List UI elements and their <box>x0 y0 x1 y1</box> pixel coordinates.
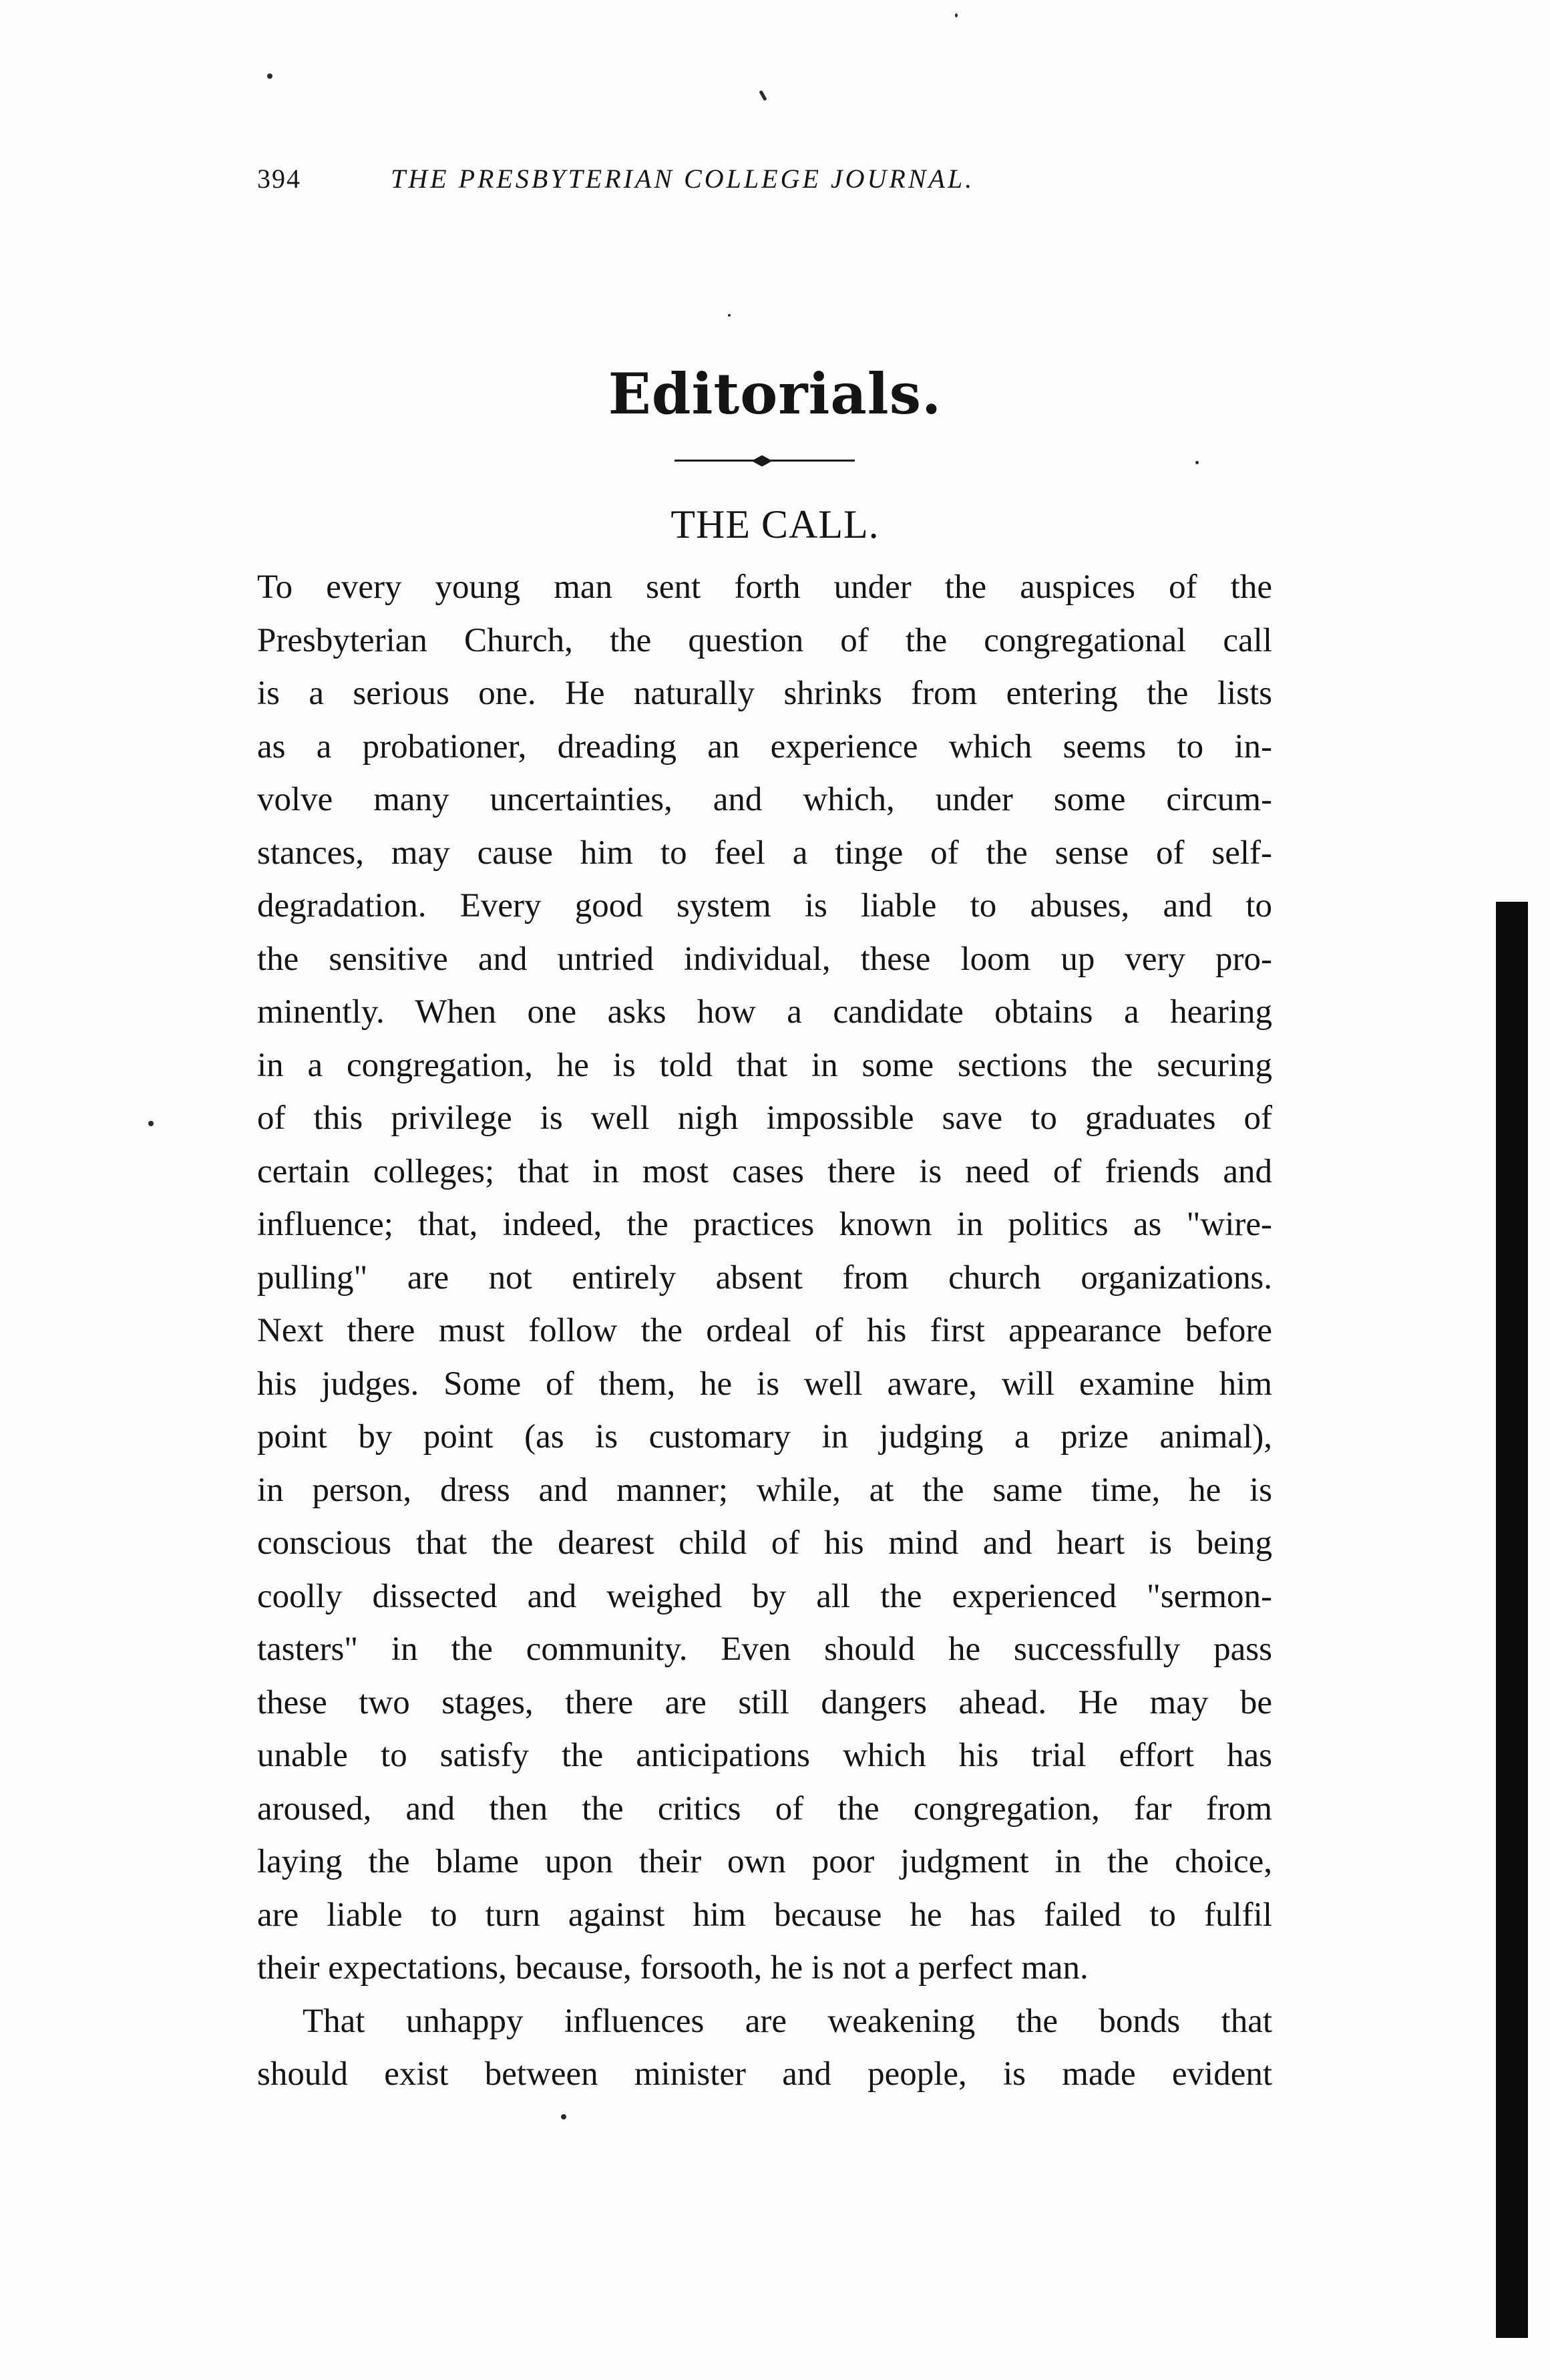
text-line: of this privilege is well nigh impossible save to graduates of <box>257 1099 1272 1137</box>
text-line: minently. When one asks how a candidate obtains a hearing <box>257 993 1272 1031</box>
section-heading: Editorials. <box>608 361 942 427</box>
text-line: in person, dress and manner; while, at the same time, he is <box>257 1471 1272 1509</box>
text-line: is a serious one. He naturally shrinks from entering the lists <box>257 675 1272 712</box>
article-body <box>257 561 1272 2101</box>
text-line: their expectations, because, forsooth, he is not a perfect man. <box>257 1949 1089 1987</box>
scan-speck <box>1195 461 1199 464</box>
scan-edge-shadow <box>1496 902 1528 2338</box>
text-line: unable to satisfy the anticipations which his trial effort has <box>257 1737 1272 1774</box>
paragraph-2 <box>257 1995 1272 2101</box>
text-line: That unhappy influences are weakening the bonds that <box>303 2002 1272 2040</box>
text-line: pulling" are not entirely absent from church organizations. <box>257 1258 1272 1297</box>
text-line: the sensitive and untried individual, these loom up very pro- <box>257 940 1272 978</box>
scan-speck <box>728 314 731 317</box>
text-line: point by point (as is customary in judging a prize animal), <box>257 1418 1272 1456</box>
text-line: tasters" in the community. Even should he successfully pass <box>257 1631 1272 1668</box>
text-line: stances, may cause him to feel a tinge of the sense of self- <box>257 834 1272 872</box>
text-line: Next there must follow the ordeal of his first appearance before <box>257 1312 1272 1349</box>
text-line: these two stages, there are still dangers ahead. He may be <box>257 1683 1272 1721</box>
scan-speck <box>561 2114 566 2119</box>
text-line: as a probationer, dreading an experience which seems to in- <box>257 727 1272 766</box>
text-line: laying the blame upon their own poor judgment in the choice, <box>257 1843 1272 1880</box>
scan-speck <box>267 73 272 79</box>
running-head <box>257 159 1272 199</box>
scan-speck <box>148 1121 154 1126</box>
article-title: THE CALL. <box>670 502 880 546</box>
text-line: in a congregation, he is told that in some sections the securing <box>257 1046 1272 1084</box>
paragraph-1 <box>257 561 1272 1995</box>
ornamental-rule-icon <box>674 458 855 463</box>
text-line: aroused, and then the critics of the congregation, far from <box>257 1790 1272 1828</box>
text-line: certain colleges; that in most cases there is need of friends and <box>257 1152 1272 1190</box>
text-line: Presbyterian Church, the question of the congregational call <box>257 621 1272 659</box>
text-line: volve many uncertainties, and which, under some circum- <box>257 781 1272 818</box>
text-line: To every young man sent forth under the auspices of the <box>257 568 1272 606</box>
text-line: degradation. Every good system is liable to abuses, and to <box>257 887 1272 924</box>
scan-speck <box>759 90 767 101</box>
text-line: should exist between minister and people, is made evident <box>257 2055 1272 2093</box>
page-number: 394 <box>257 164 301 194</box>
journal-title: THE PRESBYTERIAN COLLEGE JOURNAL. <box>391 164 975 194</box>
scan-speck <box>955 13 958 17</box>
text-line: are liable to turn against him because he has failed to fulfil <box>257 1896 1272 1934</box>
ornament-diamond-icon <box>751 455 772 466</box>
text-line: influence; that, indeed, the practices known in politics as "wire- <box>257 1206 1272 1243</box>
text-line: his judges. Some of them, he is well aware, will examine him <box>257 1365 1272 1403</box>
text-line: coolly dissected and weighed by all the experienced "sermon- <box>257 1577 1272 1615</box>
text-line: conscious that the dearest child of his mind and heart is being <box>257 1524 1272 1562</box>
